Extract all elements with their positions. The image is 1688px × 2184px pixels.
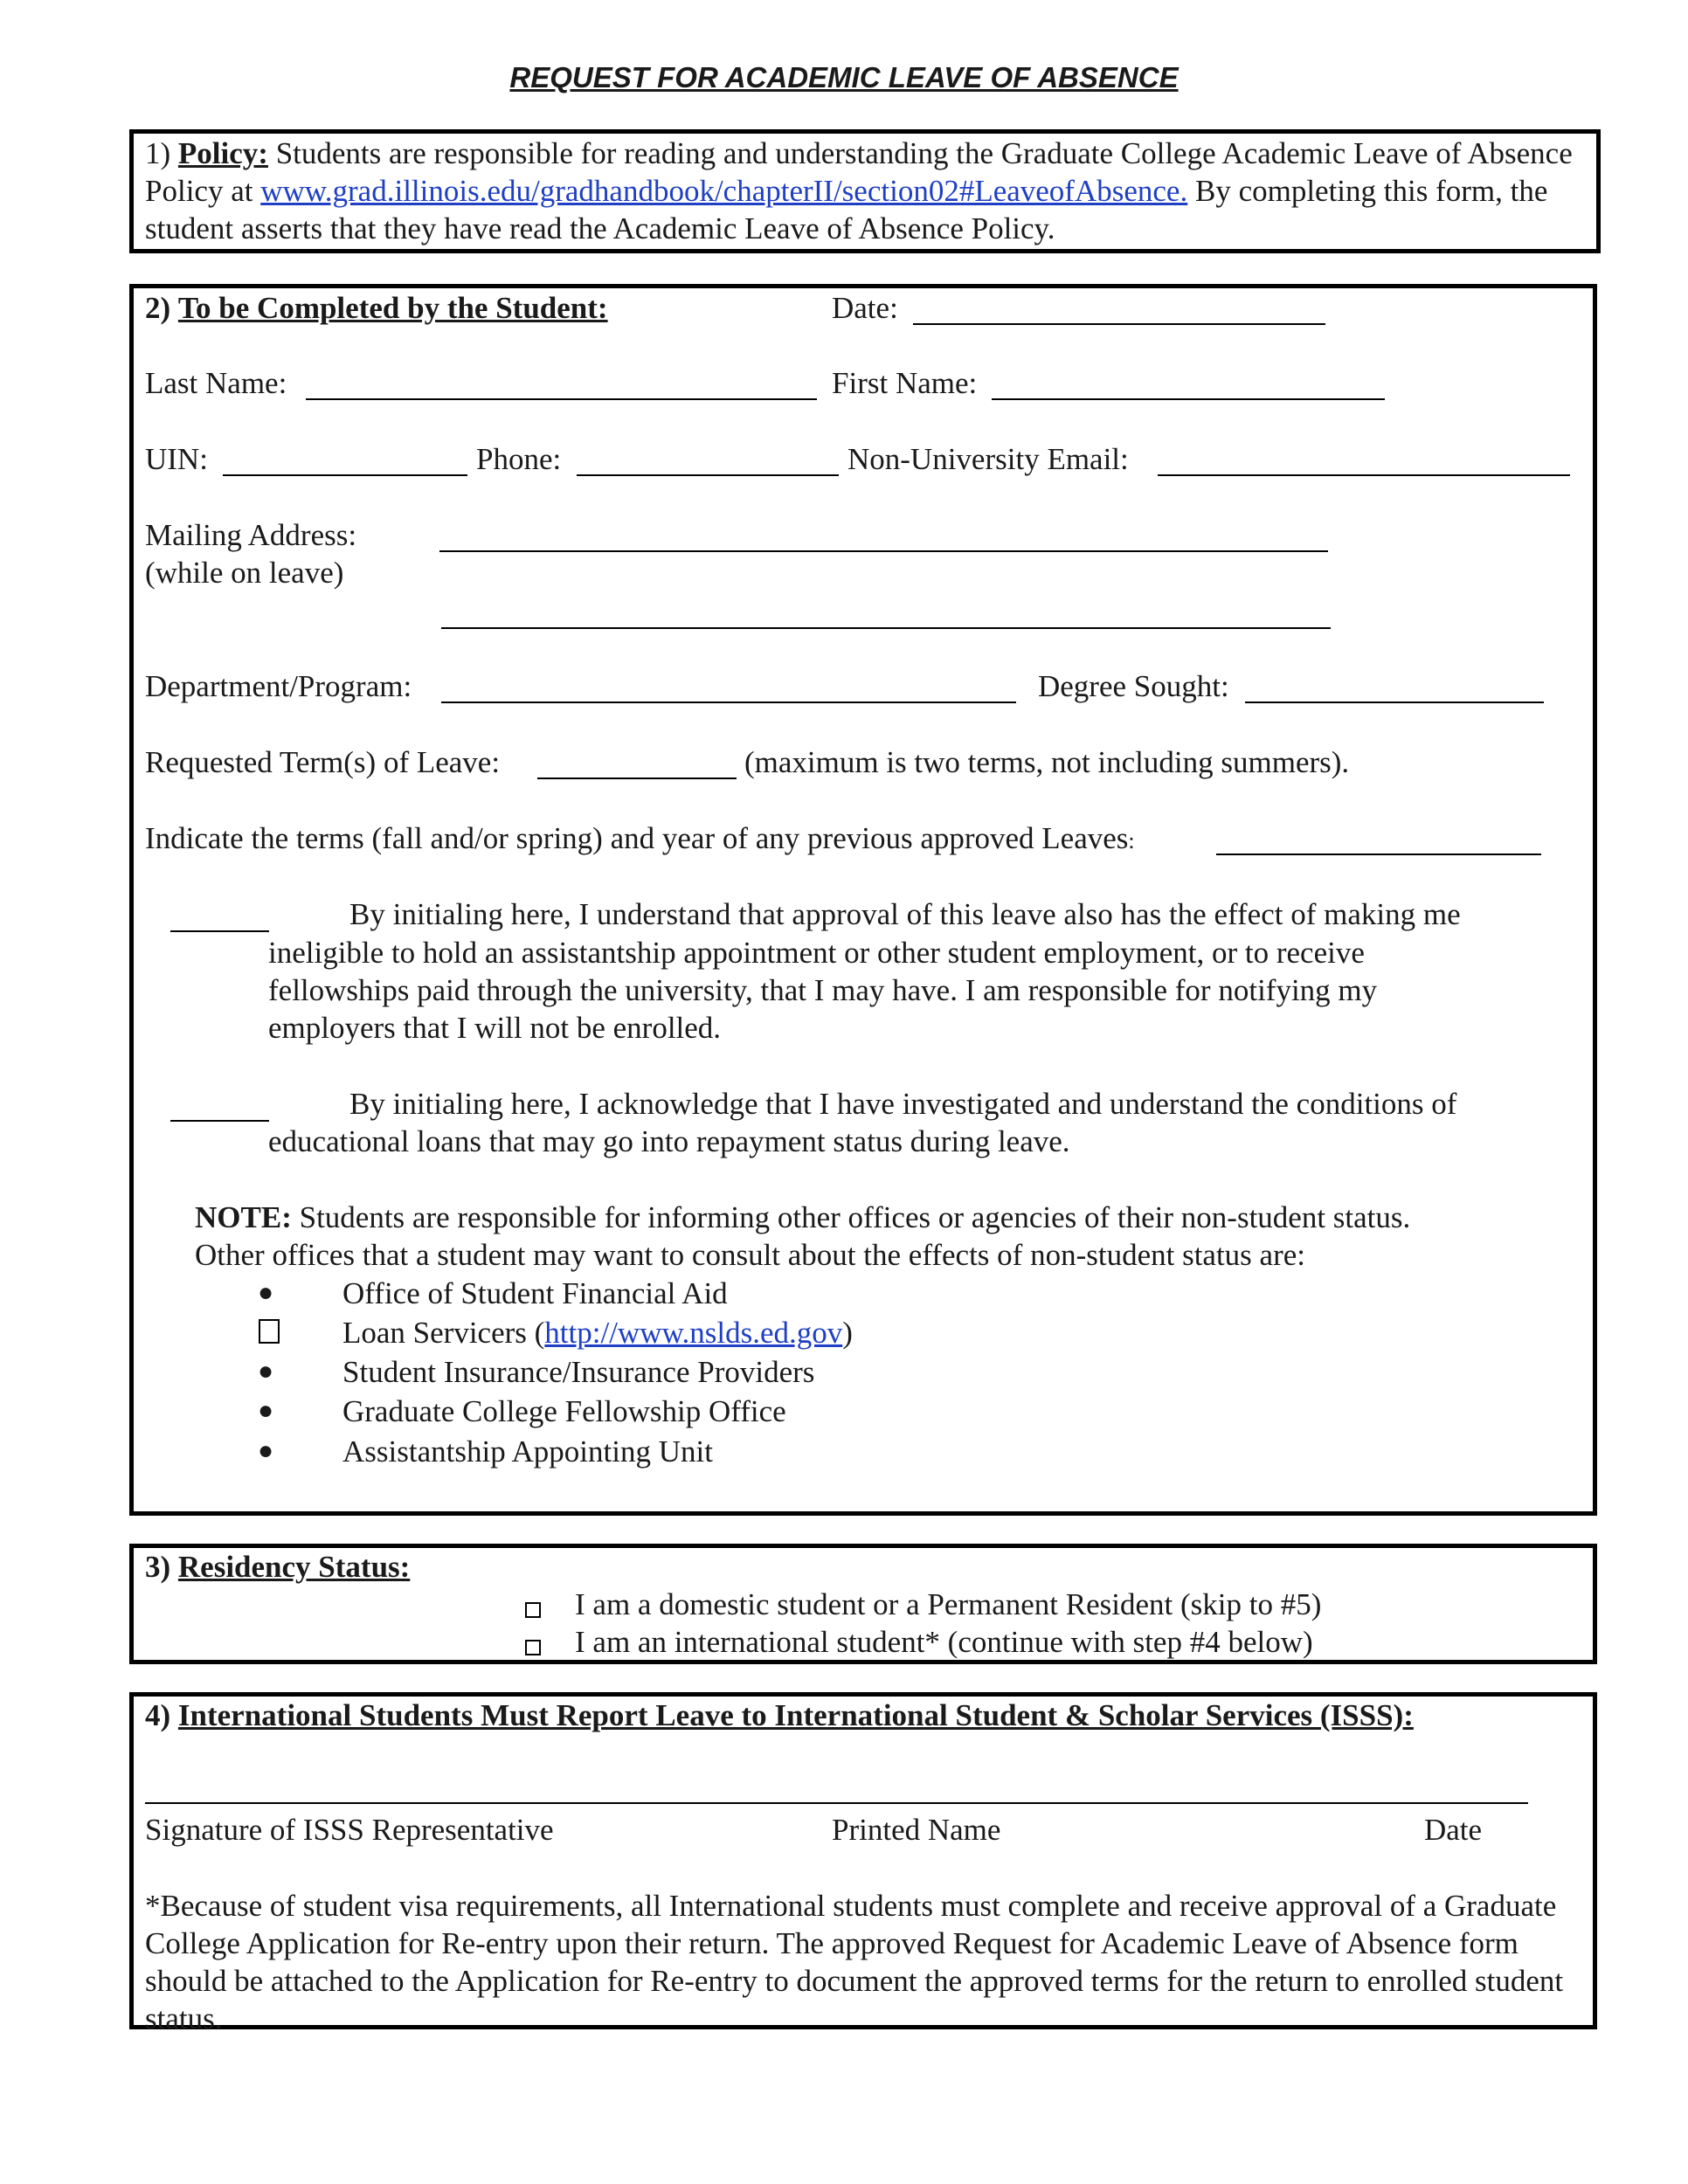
office-item: Student Insurance/Insurance Providers — [342, 1355, 815, 1389]
initial-2-text-rest: educational loans that may go into repayment status during leave. — [268, 1124, 1070, 1158]
degree-field[interactable] — [1245, 702, 1544, 703]
policy-link[interactable]: www.grad.illinois.edu/gradhandbook/chapterII/section02#LeaveofAbsence. — [260, 174, 1188, 208]
mailing-address-line1[interactable] — [439, 550, 1328, 552]
note-line-1: NOTE: Students are responsible for informing other offices or agencies of their non-student status. — [195, 1200, 1411, 1234]
isss-printed-name-label: Printed Name — [832, 1813, 1001, 1847]
policy-heading: Policy: — [177, 136, 268, 170]
phone-field[interactable] — [577, 474, 839, 476]
office-item: Graduate College Fellowship Office — [342, 1394, 786, 1428]
isss-date-label: Date — [1424, 1813, 1483, 1847]
domestic-option-label: I am a domestic student or a Permanent Resident (skip to #5) — [575, 1587, 1322, 1621]
email-label: Non-University Email: — [847, 442, 1129, 476]
mailing-address-line2[interactable] — [441, 627, 1331, 629]
email-field[interactable] — [1158, 474, 1570, 476]
bullet-icon: ● — [258, 1436, 274, 1465]
bullet-icon: ● — [258, 1278, 274, 1307]
last-name-field[interactable] — [306, 398, 817, 400]
initial-2-text-first: By initialing here, I acknowledge that I have investigated and understand the conditions of — [349, 1087, 1457, 1121]
square-bullet-icon — [259, 1319, 280, 1344]
section-number: 1) — [145, 136, 171, 170]
initial-1-text-rest: ineligible to hold an assistantship appointment or other student employment, or to receive fellowships paid through the university, that I may have. I am responsible for notifying my employers that I will not be enrolled. — [268, 936, 1378, 1045]
date-label: Date: — [832, 291, 898, 325]
initial-field-2[interactable] — [170, 1120, 269, 1122]
initial-1-text-first: By initialing here, I understand that approval of this leave also has the effect of making me — [349, 897, 1461, 931]
form-title: REQUEST FOR ACADEMIC LEAVE OF ABSENCE — [509, 61, 1179, 93]
previous-leaves-label: Indicate the terms (fall and/or spring) and year of any previous approved Leaves: — [145, 821, 1135, 855]
requested-terms-note: (maximum is two terms, not including summers). — [744, 745, 1350, 779]
bullet-icon: ● — [258, 1396, 274, 1425]
office-item: Assistantship Appointing Unit — [342, 1434, 713, 1469]
mailing-address-note: (while on leave) — [145, 556, 344, 590]
office-item: Loan Servicers (http://www.nslds.ed.gov) — [342, 1316, 853, 1350]
residency-heading: 3) Residency Status: — [145, 1550, 411, 1584]
isss-signature-label: Signature of ISSS Representative — [145, 1813, 554, 1847]
international-checkbox[interactable] — [525, 1640, 541, 1655]
policy-text-intro: Students are responsible for reading and understanding the Graduate College Academic Leave of Absence Policy at — [145, 136, 1573, 208]
isss-signature-line[interactable] — [145, 1802, 1528, 1804]
previous-leaves-field[interactable] — [1216, 854, 1541, 855]
uin-label: UIN: — [145, 442, 208, 476]
phone-label: Phone: — [476, 442, 562, 476]
mailing-address-label: Mailing Address: — [145, 518, 357, 552]
initial-field-1[interactable] — [170, 930, 269, 932]
requested-terms-field[interactable] — [537, 778, 737, 779]
bullet-icon: ● — [258, 1357, 274, 1386]
department-field[interactable] — [441, 702, 1016, 703]
last-name-label: Last Name: — [145, 366, 287, 400]
first-name-field[interactable] — [992, 398, 1385, 400]
loan-servicers-link[interactable]: http://www.nslds.ed.gov — [544, 1316, 843, 1350]
degree-label: Degree Sought: — [1038, 669, 1229, 703]
first-name-label: First Name: — [832, 366, 978, 400]
domestic-checkbox[interactable] — [525, 1602, 541, 1618]
office-item: Office of Student Financial Aid — [342, 1276, 728, 1310]
student-section-heading: 2) To be Completed by the Student: — [145, 291, 608, 325]
date-field[interactable] — [913, 323, 1325, 325]
isss-heading: 4) International Students Must Report Leave to International Student & Scholar Services (ISSS): — [145, 1698, 1414, 1732]
policy-text — [145, 135, 1587, 247]
note-line-2: Other offices that a student may want to consult about the effects of non-student status are: — [195, 1238, 1306, 1272]
international-footnote: *Because of student visa requirements, all International students must complete and receive approval of a Graduate College Application for Re-entry upon their return. The approved Request for Academic Leave of Absence form should be attached to the Application for Re-entry to document the approved terms for the return to enrolled student status. — [145, 1889, 1564, 2035]
requested-terms-label: Requested Term(s) of Leave: — [145, 745, 501, 779]
international-option-label: I am an international student* (continue with step #4 below) — [575, 1625, 1313, 1659]
policy-text-outro: By completing this form, the student asserts that they have read the Academic Leave of Absence Policy. — [145, 174, 1548, 245]
department-label: Department/Program: — [145, 669, 412, 703]
uin-field[interactable] — [223, 474, 467, 476]
